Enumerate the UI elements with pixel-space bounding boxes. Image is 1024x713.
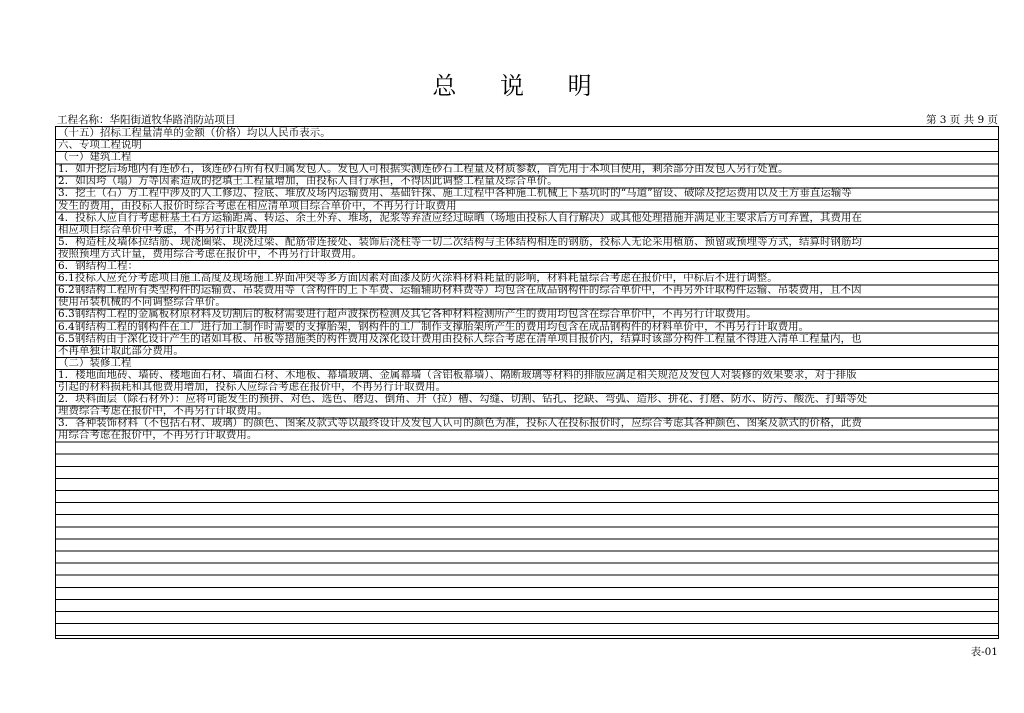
text-line: 6．钢结构工程： <box>58 260 139 273</box>
form-code: 表-01 <box>970 646 998 658</box>
text-line: 6.2钢结构工程所有类型构件的运输费、吊装费用等（含构件的上下车费、运输辅助材料费等）均包含在成品钢构件的综合单价中，不再另外计取构件运输、吊装费用，且不因 <box>58 284 862 297</box>
text-line: 3．挖土（石）方工程中涉及的人工修边、捡底、堆放及场内运输费用、基础钎探、施工过程中各种施工机械上下基坑时的“马道”留设、破除及挖运费用以及土方垂直运输等 <box>58 187 852 200</box>
document-title: 总 说 明 <box>432 72 610 100</box>
explanation-lines <box>56 127 998 441</box>
text-line: 6.4钢结构工程的钢构件在工厂进行加工制作时需要的支撑胎架，钢构件的工厂制作支撑胎架所产生的费用均包含在成品钢构件的材料单价中，不再另行计取费用。 <box>58 320 810 333</box>
text-line: 不再单独计取此部分费用。 <box>58 344 184 357</box>
text-line: 理费综合考虑在报价中，不再另行计取费用。 <box>58 405 268 418</box>
project-name: 工程名称：华阳街道牧华路消防站项目 <box>57 114 236 126</box>
text-line: 六、专项工程说明 <box>58 139 142 152</box>
text-line: 使用吊装机械的不同调整综合单价。 <box>58 296 226 309</box>
text-line: 1．楼地面地砖、墙砖、楼地面石材、墙面石材、木地板、幕墙玻璃、金属幕墙（含铝板幕墙）、隔断玻璃等材料的排版应满足相关规范及发包人对装修的效果要求，对于排版 <box>58 368 857 381</box>
explanation-table <box>55 126 999 639</box>
text-line: 4．投标人应自行考虑桩基土石方运输距离、转运、余土外弃、堆场，泥浆等弃渣应经过晾晒（场地由投标人自行解决）或其他处理措施并满足业主要求后方可弃置，其费用在 <box>58 211 862 224</box>
text-line: 6.5钢结构由于深化设计产生的诸如耳板、吊板等措施类的构件费用及深化设计费用由投标人综合考虑在清单项目报价内，结算时该部分构件工程量不得进入清单工程量内，也 <box>58 332 862 345</box>
text-line: 2．块料面层（除石材外）：应将可能发生的预拼、对色、选色、磨边、倒角、开（拉）槽、勾缝、切割、钻孔、挖缺、弯弧、造形、拼花、打磨、防水、防污、酸洗、打蜡等处 <box>58 393 868 406</box>
text-line: 按照预埋方式计量，费用综合考虑在报价中，不再另行计取费用。 <box>58 247 363 260</box>
text-line: 6.3钢结构工程的金属板材原材料及切割后的板材需要进行超声波探伤检测及其它各种材料检测所产生的费用均包含在综合单价中，不再另行计取费用。 <box>58 308 757 321</box>
page-indicator: 第 3 页 共 9 页 <box>925 114 998 126</box>
text-line: （十五）招标工程量清单的金额（价格）均以人民币表示。 <box>58 127 331 139</box>
text-line: 发生的费用，由投标人报价时综合考虑在相应清单项目综合单价中，不再另行计取费用 <box>58 199 457 212</box>
text-line: （二）装修工程 <box>58 356 132 369</box>
text-line: 5．构造柱及墙体拉结筋、现浇圈梁、现浇过梁、配筋带连接处、装饰后浇柱等一切二次结构与主体结构相连的钢筋，投标人无论采用植筋、预留或预埋等方式，结算时钢筋均 <box>58 235 862 248</box>
text-line: （一）建筑工程 <box>58 151 132 164</box>
text-line: 用综合考虑在报价中，不再另行计取费用。 <box>58 429 258 442</box>
text-line: 6.1投标人应充分考虑项目施工高度及现场施工界面冲突等多方面因素对面漆及防火涂料材料耗量的影响，材料耗量综合考虑在报价中，中标后不进行调整。 <box>58 272 778 285</box>
text-line: 1．如开挖后场地内有连砂石，该连砂石所有权归属发包人。发包人可根据实测连砂石工程量及材质参数，首先用于本项目使用，剩余部分由发包人另行处置。 <box>58 163 789 176</box>
text-line: 3．各种装饰材料（不包括石材、玻璃）的颜色、图案及款式等以最终设计及发包人认可的颜色为准，投标人在投标报价时，应综合考虑其各种颜色、图案及款式的价格，此费 <box>58 417 862 430</box>
text-line: 2．如因垮（塌）方等因素造成的挖填土工程量增加，由投标人自行承担，不得因此调整工程量及综合单价。 <box>58 175 558 188</box>
text-line: 引起的材料损耗和其他费用增加，投标人应综合考虑在报价中，不再另行计取费用。 <box>58 380 447 393</box>
text-line: 相应项目综合单价中考虑，不再另行计取费用 <box>58 223 268 236</box>
